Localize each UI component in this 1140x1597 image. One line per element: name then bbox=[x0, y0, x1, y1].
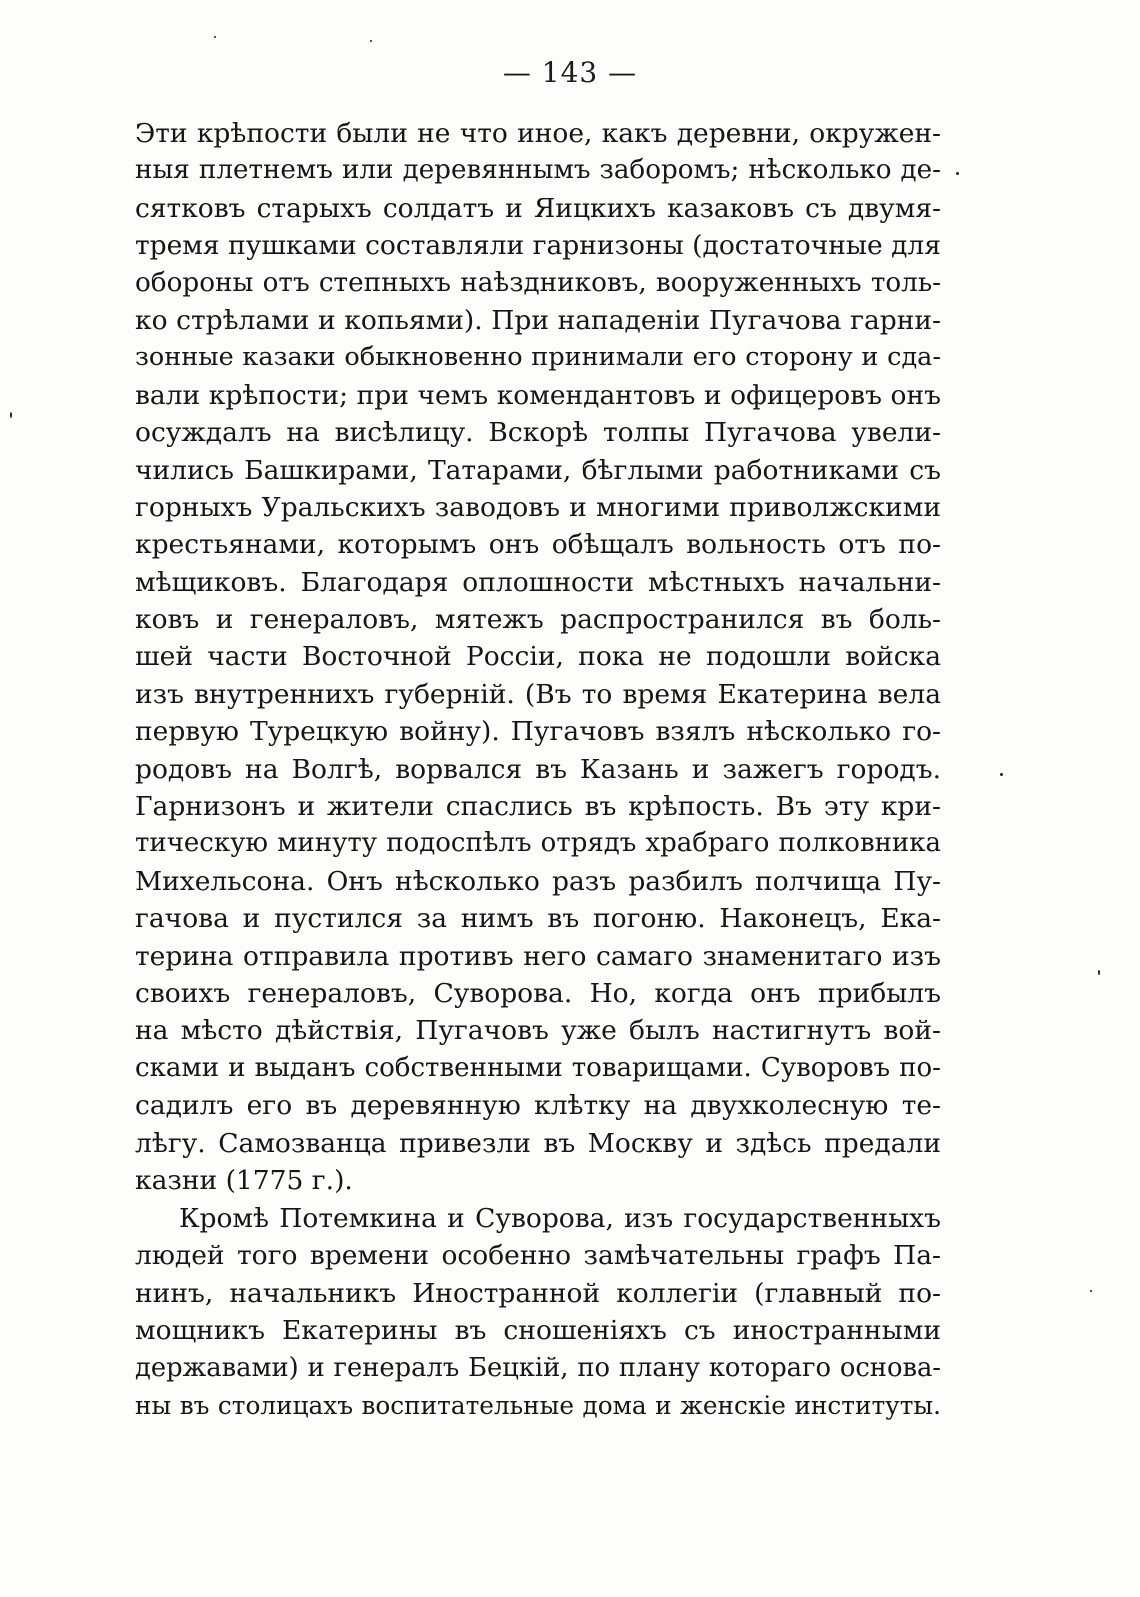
text-line: ны въ столицахъ воспитательные дома и женскіе институты. bbox=[135, 1390, 941, 1420]
scan-speck bbox=[214, 36, 216, 38]
text-line: обороны отъ степныхъ наѣздниковъ, вооруженныхъ толь- bbox=[135, 267, 941, 298]
scan-speck bbox=[956, 172, 959, 175]
scan-speck bbox=[370, 40, 372, 42]
text-line: гачова и пустился за нимъ въ погоню. Наконецъ, Ека- bbox=[135, 903, 941, 935]
page-number: — 143 — bbox=[502, 56, 638, 89]
text-line: вали крѣпости; при чемъ комендантовъ и офицеровъ онъ bbox=[135, 379, 941, 411]
text-line: крестьянами, которымъ онъ обѣщалъ вольность отъ по- bbox=[135, 529, 941, 561]
text-line: ко стрѣлами и копьями). При нападеніи Пугачова гарни- bbox=[135, 304, 941, 336]
text-line: державами) и генералъ Бецкій, по плану котораго основа- bbox=[135, 1352, 941, 1383]
text-line: зонные казаки обыкновенно принимали его сторону и сда- bbox=[135, 342, 941, 373]
scan-speck bbox=[10, 412, 12, 418]
text-line: мѣщиковъ. Благодаря оплошности мѣстныхъ начальни- bbox=[135, 566, 941, 598]
scan-speck bbox=[1090, 1290, 1092, 1292]
text-line: терина отправила противъ него самаго знаменитаго изъ bbox=[135, 940, 941, 972]
text-line: осуждалъ на висѣлицу. Вскорѣ толпы Пугачова увели- bbox=[135, 417, 941, 449]
text-line: людей того времени особенно замѣчательны графъ Па- bbox=[135, 1240, 941, 1272]
paragraph-1 bbox=[135, 115, 941, 1199]
text-line: родовъ на Волгѣ, ворвался въ Казань и зажегъ городъ. bbox=[135, 753, 941, 785]
text-line: тическую минуту подоспѣлъ отрядъ храбраго полковника bbox=[135, 828, 941, 859]
scan-speck bbox=[1000, 773, 1003, 776]
text-line: сками и выданъ собственными товарищами. Суворовъ по- bbox=[135, 1052, 941, 1083]
text-line: на мѣсто дѣйствія, Пугачовъ уже былъ настигнутъ вой- bbox=[135, 1015, 941, 1047]
text-line: горныхъ Уральскихъ заводовъ и многими приволжскими bbox=[135, 491, 941, 523]
text-line: первую Турецкую войну). Пугачовъ взялъ нѣсколько го- bbox=[135, 716, 941, 748]
text-line: шей части Восточной Россіи, пока не подошли войска bbox=[135, 641, 941, 673]
text-line: тремя пушками составляли гарнизоны (достаточные для bbox=[135, 230, 941, 262]
text-line: сятковъ старыхъ солдатъ и Яицкихъ казаковъ съ двумя- bbox=[135, 192, 941, 224]
paragraph-2 bbox=[135, 1200, 941, 1424]
text-line: мощникъ Екатерины въ сношеніяхъ съ иностранными bbox=[135, 1315, 941, 1347]
text-line: казни (1775 г.). bbox=[135, 1164, 353, 1196]
text-line: изъ внутреннихъ губерній. (Въ то время Екатерина вела bbox=[135, 678, 941, 710]
text-line: Гарнизонъ и жители спаслись въ крѣпость. Въ эту кри- bbox=[135, 791, 941, 823]
text-line: Эти крѣпости были не что иное, какъ деревни, окружен- bbox=[135, 118, 941, 149]
text-line: чились Башкирами, Татарами, бѣглыми работниками съ bbox=[135, 454, 941, 486]
text-line: ныя плетнемъ или деревяннымъ заборомъ; нѣсколько де- bbox=[135, 155, 941, 186]
text-line: своихъ генераловъ, Суворова. Но, когда онъ прибылъ bbox=[135, 977, 941, 1009]
text-line: нинъ, начальникъ Иностранной коллегіи (главный по- bbox=[135, 1277, 941, 1309]
text-line: Кромѣ Потемкина и Суворова, изъ государственныхъ bbox=[179, 1203, 941, 1234]
scan-speck bbox=[1098, 970, 1100, 975]
text-line: Михельсона. Онъ нѣсколько разъ разбилъ полчища Пу- bbox=[135, 865, 941, 897]
text-line: лѣгу. Самозванца привезли въ Москву и здѣсь предали bbox=[135, 1127, 941, 1159]
text-line: ковъ и генераловъ, мятежъ распространился въ боль- bbox=[135, 604, 941, 636]
text-line: садилъ его въ деревянную клѣтку на двухколесную те- bbox=[135, 1090, 941, 1122]
